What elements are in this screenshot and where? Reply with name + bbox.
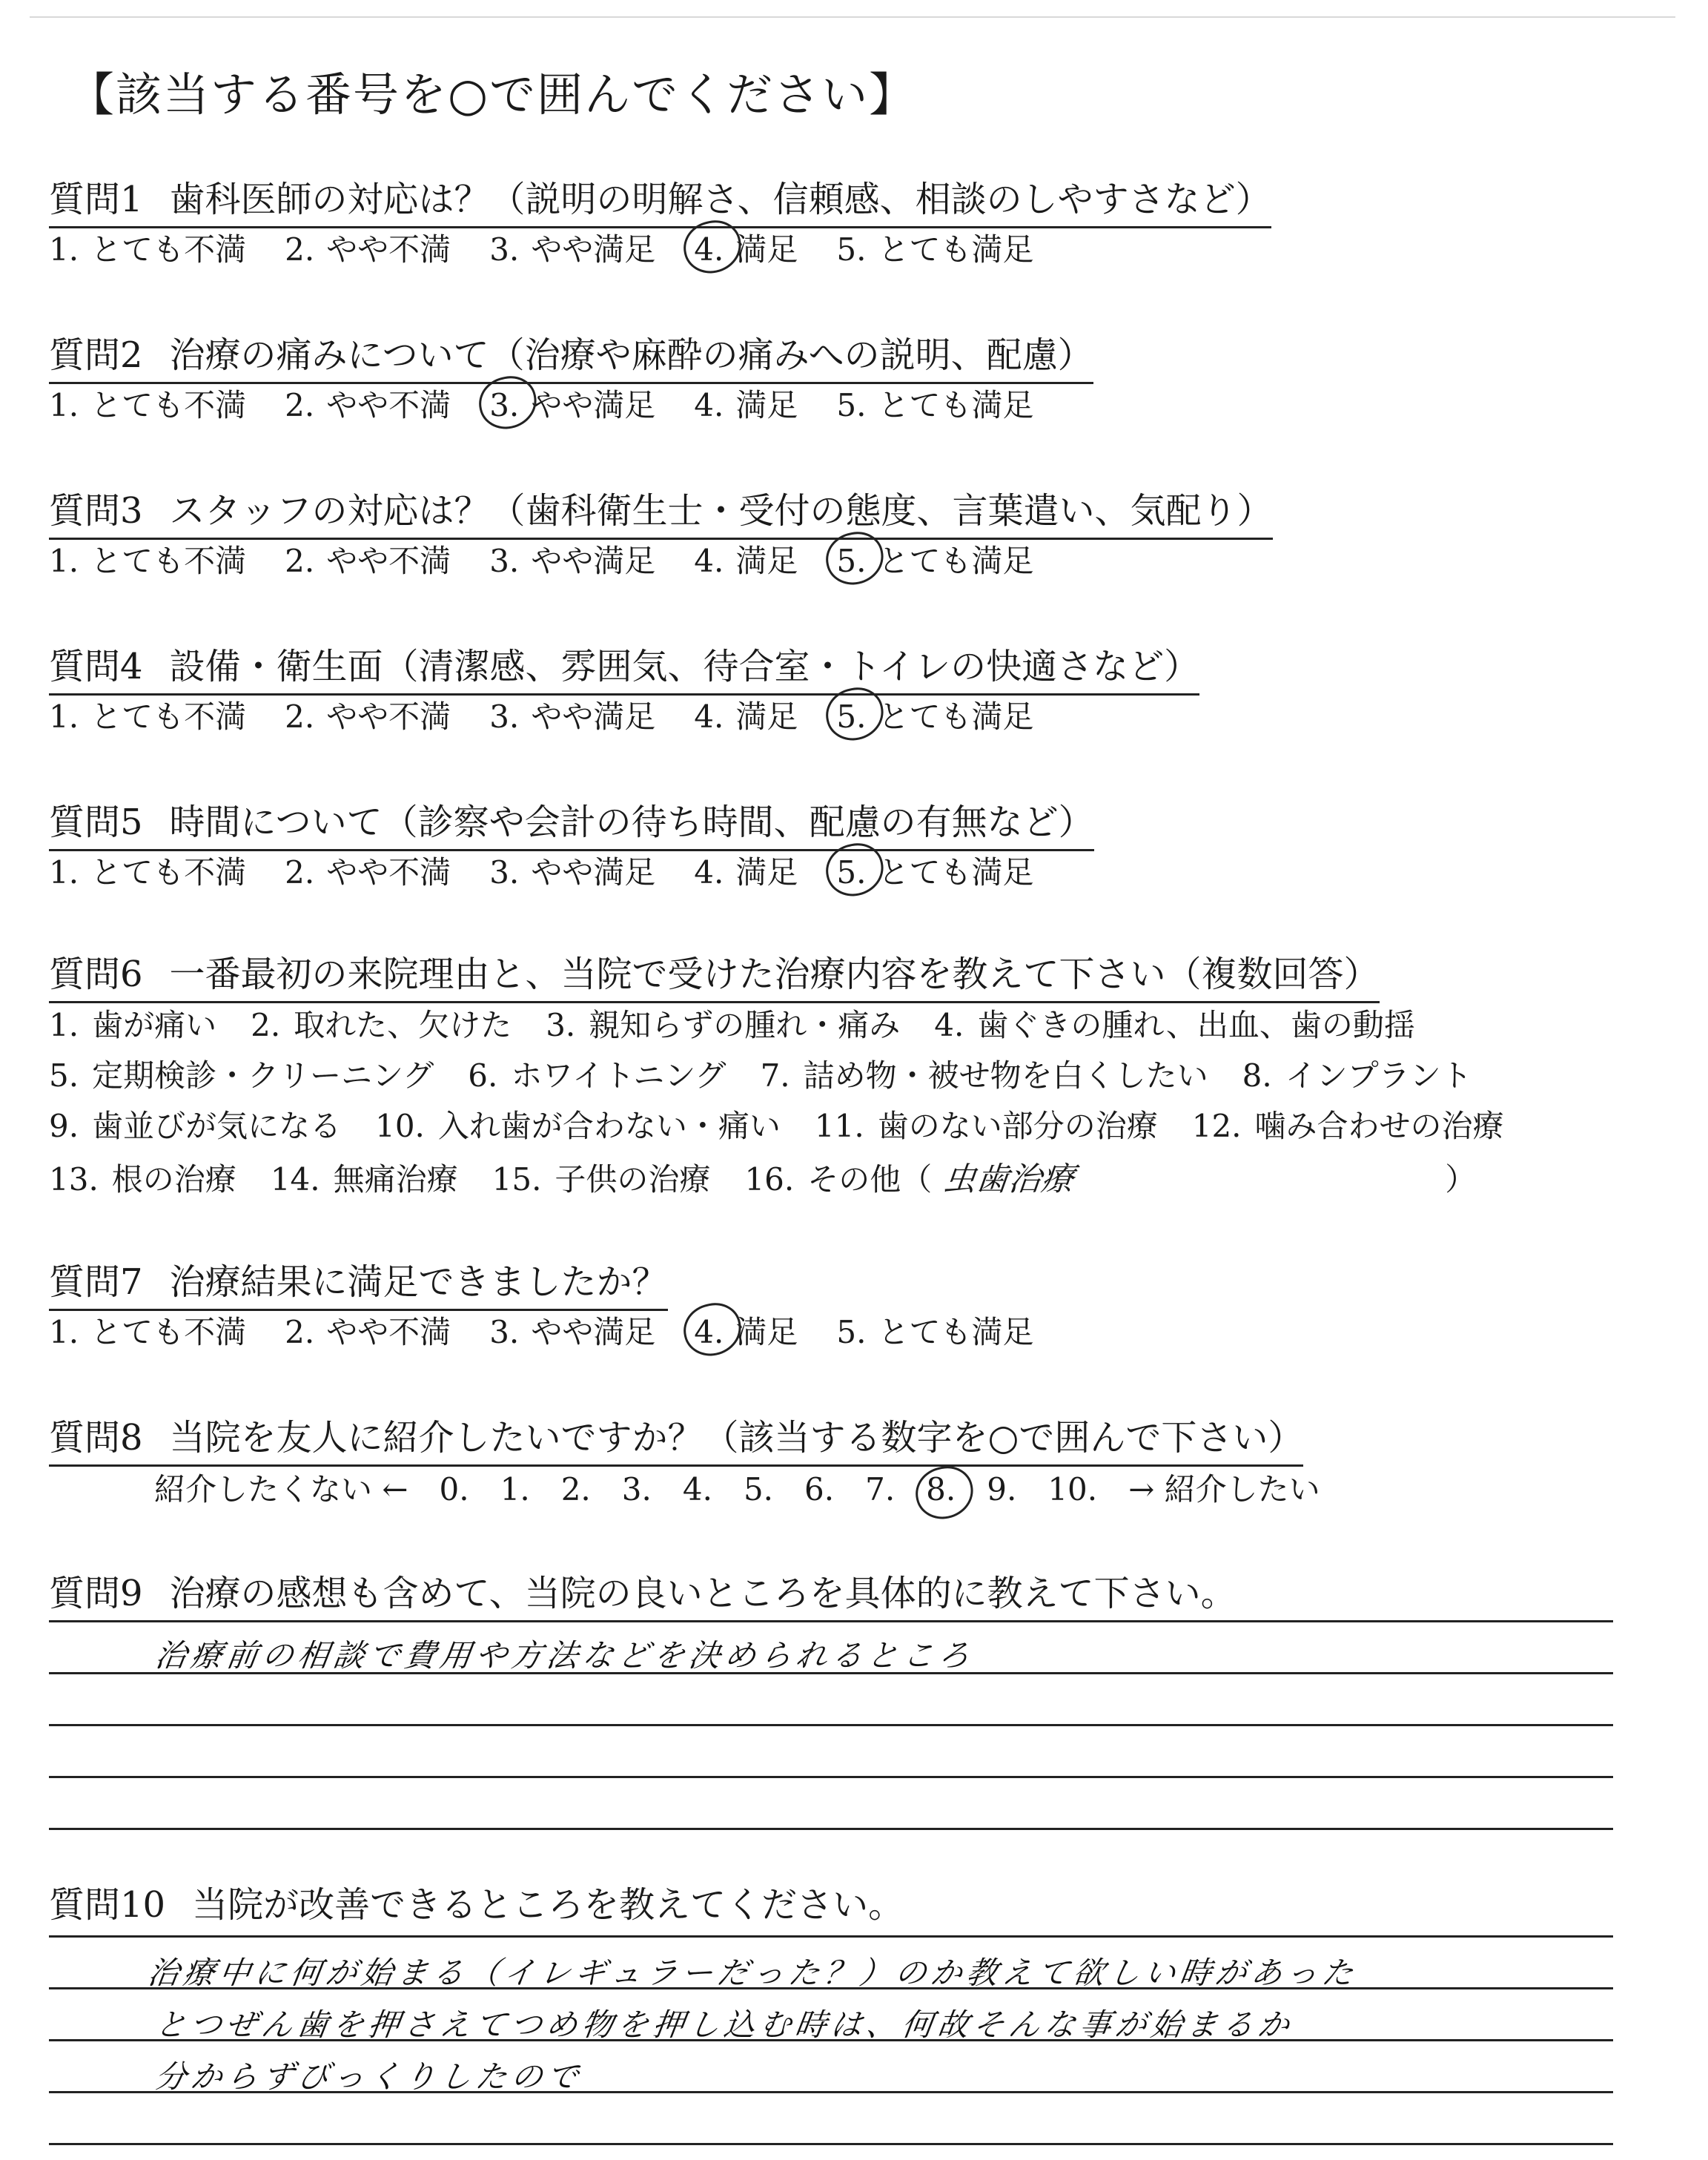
q4-option-2[interactable] xyxy=(285,693,451,737)
q3-option-3[interactable] xyxy=(489,537,655,581)
q3-selected-circle xyxy=(821,527,889,590)
q7-option-label: 満足 xyxy=(735,1314,798,1350)
q9-answer-line-5[interactable] xyxy=(49,1828,1613,1830)
q4-option-label: やや不満 xyxy=(326,698,451,735)
q3-option-number[interactable]: 4. xyxy=(694,543,724,579)
q8-value-4[interactable]: 4. xyxy=(682,1471,712,1507)
q5-option-label: とても不満 xyxy=(90,854,247,891)
q6-item-8[interactable] xyxy=(1242,1051,1472,1096)
q6-item-label: 無痛治療 xyxy=(333,1161,458,1198)
q10-handwritten-line-3: 分からずびっくりしたので xyxy=(153,2058,586,2095)
q7-number: 質問7 xyxy=(49,1261,143,1303)
q8-left-label: 紹介したくない ← xyxy=(154,1471,408,1507)
q2-option-3[interactable] xyxy=(489,381,655,426)
q10-handwritten-line-1: 治療中に何が始まる（イレギュラーだった？）のか教えて欲しい時があった xyxy=(145,1955,1360,1991)
q8-value-7[interactable]: 7. xyxy=(865,1471,896,1507)
q7-option-number[interactable]: 1. xyxy=(49,1314,79,1350)
q8-value-8[interactable]: 8. xyxy=(926,1471,956,1507)
q6-item-15[interactable] xyxy=(492,1155,711,1200)
q6-item-14[interactable] xyxy=(271,1155,458,1200)
q6-item-number[interactable]: 6. xyxy=(468,1057,498,1094)
q6-other-close: ） xyxy=(1445,1161,1477,1198)
q6-item-label: その他（ xyxy=(807,1161,933,1198)
q5-option-label: とても満足 xyxy=(878,854,1034,891)
q6-item-number[interactable]: 5. xyxy=(49,1057,79,1094)
page-title: 【該当する番号を○で囲んでください】 xyxy=(68,67,917,122)
q6-other-answer: 虫歯治療 xyxy=(941,1160,1076,1198)
q6-item-9[interactable] xyxy=(49,1102,341,1146)
q6-item-10[interactable] xyxy=(375,1102,781,1146)
q7-option-2[interactable] xyxy=(285,1308,451,1353)
q3-option-4[interactable] xyxy=(694,537,798,581)
q4-option-label: やや満足 xyxy=(531,698,656,735)
q1-option-number[interactable]: 1. xyxy=(49,231,79,268)
q8-value-2[interactable]: 2. xyxy=(560,1471,591,1507)
q6-item-number[interactable]: 11. xyxy=(814,1108,864,1144)
q8-right-label: → 紹介したい xyxy=(1128,1471,1320,1507)
q2-option-label: とても満足 xyxy=(878,387,1034,423)
q8-scale xyxy=(154,1465,1351,1510)
q6-item-7[interactable] xyxy=(761,1051,1208,1096)
q8-value-10[interactable]: 10. xyxy=(1047,1471,1098,1507)
q6-item-4[interactable] xyxy=(934,1001,1415,1046)
q8-value-0[interactable]: 0. xyxy=(439,1471,469,1507)
q8-value-6[interactable]: 6. xyxy=(804,1471,835,1507)
q7-option-5[interactable] xyxy=(836,1308,1033,1353)
q4-option-1[interactable] xyxy=(49,693,246,737)
q1-option-label: やや不満 xyxy=(326,231,451,268)
q2-option-number[interactable]: 2. xyxy=(285,387,315,423)
q10-heading xyxy=(49,1876,904,1932)
q1-option-label: やや満足 xyxy=(531,231,656,268)
q6-item-number[interactable]: 12. xyxy=(1191,1108,1242,1144)
q2-option-2[interactable] xyxy=(285,381,451,426)
q8-value-9[interactable]: 9. xyxy=(987,1471,1017,1507)
q6-item-label: 詰め物・被せ物を白くしたい xyxy=(803,1057,1208,1094)
q6-item-number[interactable]: 1. xyxy=(49,1007,79,1043)
q7-option-number[interactable]: 2. xyxy=(285,1314,315,1350)
q5-option-number[interactable]: 2. xyxy=(285,854,315,891)
q6-item-number[interactable]: 16. xyxy=(744,1161,795,1198)
q2-option-label: やや不満 xyxy=(326,387,451,423)
q4-option-3[interactable] xyxy=(489,693,655,737)
q6-item-label: 歯ぐきの腫れ、出血、歯の動揺 xyxy=(977,1007,1415,1043)
q1-option-4[interactable] xyxy=(694,225,798,270)
q8-selected-circle xyxy=(911,1462,979,1525)
q6-item-11[interactable] xyxy=(815,1102,1158,1146)
q7-option-label: やや不満 xyxy=(326,1314,451,1350)
q3-number: 質問3 xyxy=(49,490,143,532)
q1-option-number[interactable]: 5. xyxy=(836,231,867,268)
q7-option-label: やや満足 xyxy=(531,1314,656,1350)
q3-option-label: とても不満 xyxy=(90,543,247,579)
q1-option-3[interactable] xyxy=(489,225,655,270)
q3-text: スタッフの対応は？（歯科衛生士・受付の態度、言葉遣い、気配り） xyxy=(169,490,1273,532)
q3-heading xyxy=(49,482,1273,540)
q2-option-number[interactable]: 5. xyxy=(836,387,867,423)
q7-option-4[interactable] xyxy=(694,1308,798,1353)
q9-answer-line-4[interactable] xyxy=(49,1776,1613,1778)
q6-row-3 xyxy=(49,1102,1538,1146)
q10-answer-line-5[interactable] xyxy=(49,2143,1613,2145)
q3-options xyxy=(49,537,1072,581)
q1-option-2[interactable] xyxy=(285,225,451,270)
q8-heading xyxy=(49,1409,1303,1467)
q1-number: 質問1 xyxy=(49,179,143,220)
q6-item-number[interactable]: 8. xyxy=(1242,1057,1272,1094)
q2-option-5[interactable] xyxy=(836,381,1033,426)
q7-option-number[interactable]: 4. xyxy=(694,1314,724,1350)
q7-option-number[interactable]: 5. xyxy=(836,1314,867,1350)
q6-item-label: 歯のない部分の治療 xyxy=(877,1108,1158,1144)
q6-item-label: 親知らずの腫れ・痛み xyxy=(589,1007,901,1043)
q10-handwritten-line-2: とつぜん歯を押さえてつめ物を押し込む時は、何故そんな事が始まるか xyxy=(153,2007,1297,2043)
q8-value-1[interactable]: 1. xyxy=(500,1471,530,1507)
q6-item-3[interactable] xyxy=(546,1001,900,1046)
q5-text: 時間について（診察や会計の待ち時間、配慮の有無など） xyxy=(169,802,1094,843)
q4-option-5[interactable] xyxy=(836,693,1033,737)
q2-option-label: やや満足 xyxy=(531,387,656,423)
q9-answer-line-1[interactable] xyxy=(49,1620,1613,1622)
q4-options xyxy=(49,693,1072,737)
q7-option-3[interactable] xyxy=(489,1308,655,1353)
q8-value-3[interactable]: 3. xyxy=(621,1471,652,1507)
q4-option-number[interactable]: 3. xyxy=(489,698,520,735)
q5-option-number[interactable]: 1. xyxy=(49,854,79,891)
q4-option-number[interactable]: 4. xyxy=(694,698,724,735)
q2-option-label: とても不満 xyxy=(90,387,247,423)
q5-option-number[interactable]: 3. xyxy=(489,854,520,891)
q7-option-number[interactable]: 3. xyxy=(489,1314,520,1350)
q2-option-number[interactable]: 1. xyxy=(49,387,79,423)
q10-answer-line-1[interactable] xyxy=(49,1935,1613,1938)
q7-heading xyxy=(49,1253,668,1311)
q2-option-4[interactable] xyxy=(694,381,798,426)
q3-option-label: やや不満 xyxy=(326,543,451,579)
q5-option-label: 満足 xyxy=(735,854,798,891)
q6-item-label: 入れ歯が合わない・痛い xyxy=(437,1108,781,1144)
q5-option-4[interactable] xyxy=(694,848,798,893)
q5-options xyxy=(49,848,1072,893)
q9-heading xyxy=(49,1565,1237,1620)
q4-number: 質問4 xyxy=(49,646,143,687)
q1-selected-circle xyxy=(679,216,747,279)
q6-item-label: 根の治療 xyxy=(111,1161,236,1198)
q2-number: 質問2 xyxy=(49,334,143,376)
q3-option-label: やや満足 xyxy=(531,543,656,579)
q2-option-label: 満足 xyxy=(735,387,798,423)
q6-row-1 xyxy=(49,1001,1449,1046)
q6-item-label: 歯が痛い xyxy=(92,1007,217,1043)
q6-item-2[interactable] xyxy=(251,1001,512,1046)
q7-options xyxy=(49,1308,1072,1353)
q6-item-number[interactable]: 13. xyxy=(49,1161,99,1198)
q4-option-label: とても満足 xyxy=(878,698,1034,735)
q6-item-number[interactable]: 10. xyxy=(375,1108,425,1144)
q6-item-number[interactable]: 2. xyxy=(251,1007,281,1043)
q8-text: 当院を友人に紹介したいですか？（該当する数字を○で囲んで下さい） xyxy=(169,1417,1304,1459)
q1-option-number[interactable]: 3. xyxy=(489,231,520,268)
q6-item-16[interactable] xyxy=(744,1152,1476,1200)
q4-option-label: とても不満 xyxy=(90,698,247,735)
q8-number: 質問8 xyxy=(49,1417,143,1459)
q6-item-label: 歯並びが気になる xyxy=(92,1108,342,1144)
q1-option-number[interactable]: 2. xyxy=(285,231,315,268)
q1-text: 歯科医師の対応は？（説明の明解さ、信頼感、相談のしやすさなど） xyxy=(169,179,1271,220)
q6-row-2 xyxy=(49,1051,1506,1096)
q6-item-label: 子供の治療 xyxy=(555,1161,711,1198)
q6-item-6[interactable] xyxy=(468,1051,726,1096)
q5-option-5[interactable] xyxy=(836,848,1033,893)
q7-option-label: とても不満 xyxy=(90,1314,247,1350)
top-rule xyxy=(30,16,1675,18)
q4-option-4[interactable] xyxy=(694,693,798,737)
q4-heading xyxy=(49,638,1199,696)
q6-row-4 xyxy=(49,1152,1510,1200)
q7-option-label: とても満足 xyxy=(878,1314,1034,1350)
q3-option-number[interactable]: 2. xyxy=(285,543,315,579)
q1-option-5[interactable] xyxy=(836,225,1033,270)
q1-heading xyxy=(49,171,1271,228)
q4-option-label: 満足 xyxy=(735,698,798,735)
q5-number: 質問5 xyxy=(49,802,143,843)
q4-option-number[interactable]: 2. xyxy=(285,698,315,735)
q3-option-5[interactable] xyxy=(836,537,1033,581)
q6-item-label: 定期検診・クリーニング xyxy=(92,1057,434,1094)
q6-item-label: 噛み合わせの治療 xyxy=(1254,1108,1504,1144)
q3-option-number[interactable]: 5. xyxy=(836,543,867,579)
q7-text: 治療結果に満足できましたか？ xyxy=(169,1261,668,1303)
q1-option-label: とても不満 xyxy=(90,231,247,268)
q6-text: 一番最初の来院理由と、当院で受けた治療内容を教えて下さい（複数回答） xyxy=(169,954,1380,995)
q6-item-number[interactable]: 4. xyxy=(934,1007,964,1043)
q2-heading xyxy=(49,326,1093,384)
q6-item-label: ホワイトニング xyxy=(511,1057,726,1094)
q4-text: 設備・衛生面（清潔感、雰囲気、待合室・トイレの快適さなど） xyxy=(169,646,1200,687)
q5-option-label: やや満足 xyxy=(531,854,656,891)
q5-option-1[interactable] xyxy=(49,848,246,893)
q4-selected-circle xyxy=(821,683,889,746)
q3-option-label: とても満足 xyxy=(878,543,1034,579)
q1-option-label: とても満足 xyxy=(878,231,1034,268)
q9-text: 治療の感想も含めて、当院の良いところを具体的に教えて下さい。 xyxy=(169,1573,1237,1614)
q10-number: 質問10 xyxy=(49,1884,166,1926)
q2-options xyxy=(49,381,1072,426)
q5-heading xyxy=(49,793,1094,851)
q6-item-5[interactable] xyxy=(49,1051,434,1096)
q3-option-number[interactable]: 3. xyxy=(489,543,520,579)
q2-option-1[interactable] xyxy=(49,381,246,426)
q6-item-13[interactable] xyxy=(49,1155,236,1200)
q3-option-label: 満足 xyxy=(735,543,798,579)
q1-options xyxy=(49,225,1072,270)
q4-option-number[interactable]: 5. xyxy=(836,698,867,735)
q2-option-number[interactable]: 4. xyxy=(694,387,724,423)
q5-option-label: やや不満 xyxy=(326,854,451,891)
q1-option-number[interactable]: 4. xyxy=(694,231,724,268)
q6-item-12[interactable] xyxy=(1192,1102,1504,1146)
q5-option-number[interactable]: 4. xyxy=(694,854,724,891)
q7-option-1[interactable] xyxy=(49,1308,246,1353)
q9-number: 質問9 xyxy=(49,1573,143,1614)
q1-option-label: 満足 xyxy=(735,231,798,268)
q6-item-1[interactable] xyxy=(49,1001,216,1046)
q9-answer-line-3[interactable] xyxy=(49,1724,1613,1726)
q6-number: 質問6 xyxy=(49,954,143,995)
q6-item-number[interactable]: 15. xyxy=(491,1161,542,1198)
q6-heading xyxy=(49,945,1380,1003)
q1-option-1[interactable] xyxy=(49,225,246,270)
q10-text: 当院が改善できるところを教えてください。 xyxy=(192,1884,904,1926)
q2-text: 治療の痛みについて（治療や麻酔の痛みへの説明、配慮） xyxy=(169,334,1093,376)
q6-item-number[interactable]: 7. xyxy=(760,1057,790,1094)
q5-option-number[interactable]: 5. xyxy=(836,854,867,891)
q2-option-number[interactable]: 3. xyxy=(489,387,520,423)
q3-option-number[interactable]: 1. xyxy=(49,543,79,579)
q3-option-2[interactable] xyxy=(285,537,451,581)
q8-value-5[interactable]: 5. xyxy=(743,1471,774,1507)
q4-option-number[interactable]: 1. xyxy=(49,698,79,735)
q5-selected-circle xyxy=(821,839,889,902)
q6-item-label: 取れた、欠けた xyxy=(294,1007,512,1043)
q5-option-2[interactable] xyxy=(285,848,451,893)
q7-selected-circle xyxy=(679,1298,747,1361)
q6-item-number[interactable]: 14. xyxy=(270,1161,320,1198)
q6-item-label: インプラント xyxy=(1285,1057,1472,1094)
q5-option-3[interactable] xyxy=(489,848,655,893)
q6-item-number[interactable]: 9. xyxy=(49,1108,79,1144)
q3-option-1[interactable] xyxy=(49,537,246,581)
q2-selected-circle xyxy=(474,371,542,435)
q6-item-number[interactable]: 3. xyxy=(546,1007,576,1043)
q9-handwritten-answer: 治療前の相談で費用や方法などを決められるところ xyxy=(153,1637,977,1674)
